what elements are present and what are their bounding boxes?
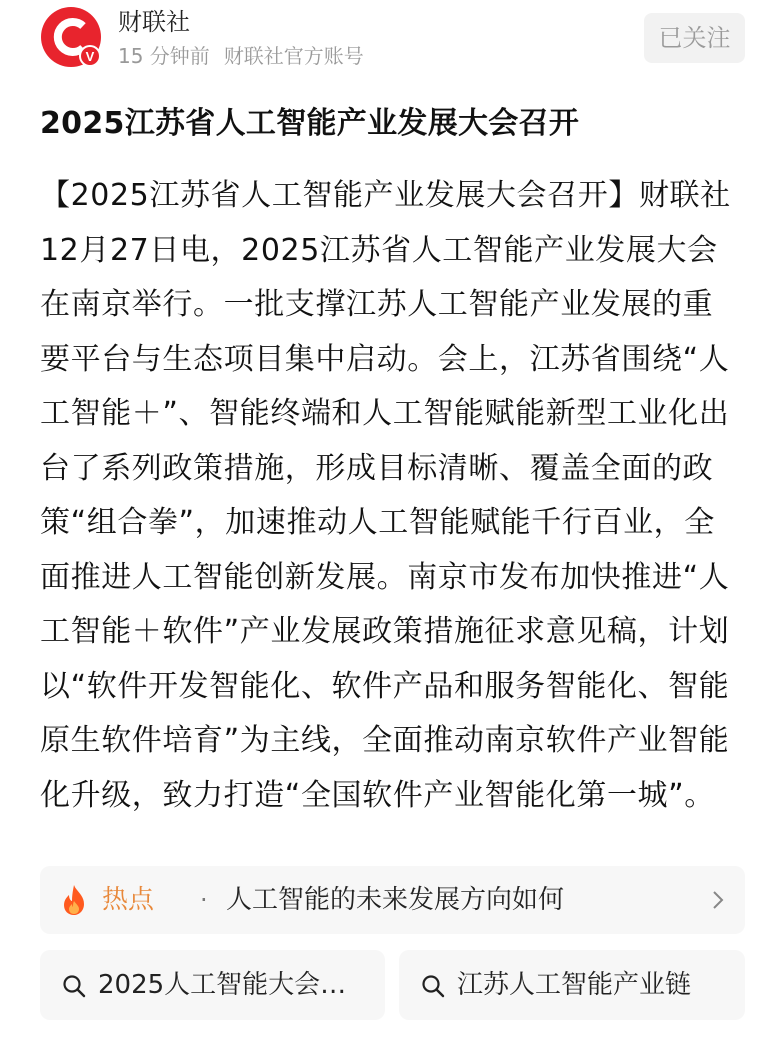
hot-topic-bar[interactable]	[40, 866, 745, 934]
chevron-right-icon	[708, 890, 728, 910]
hot-label: 热点	[102, 885, 155, 915]
search-icon	[62, 974, 86, 998]
search-icon	[421, 974, 445, 998]
follow-button[interactable]: 已关注	[644, 13, 745, 63]
search-suggestion-1[interactable]	[40, 950, 385, 1020]
post-time: 15 分钟前	[118, 44, 210, 68]
search-suggestion-text: 2025人工智能大会…	[98, 970, 347, 1000]
author-name[interactable]: 财联社	[118, 8, 190, 36]
article-body: 【2025江苏省人工智能产业发展大会召开】财联社12月27日电，2025江苏省人工智能产业发展大会在南京举行。一批支撑江苏人工智能产业发展的重要平台与生态项目集中启动。会上，江苏省围绕“人工智能＋”、智能终端和人工智能赋能新型工业化出台了系列政策措施，形成目标清晰、覆盖全面的政策“组合拳”，加速推动人工智能赋能千行百业，全面推进人工智能创新发展。南京市发布加快推进“人工智能＋软件”产业发展政策措施征求意见稿，计划以“软件开发智能化、软件产品和服务智能化、智能原生软件培育”为主线，全面推动南京软件产业智能化升级，致力打造“全国软件产业智能化第一城”。	[40, 178, 731, 813]
separator-dot: ·	[200, 886, 208, 914]
account-description: 财联社官方账号	[223, 44, 364, 68]
hot-topic-text: 人工智能的未来发展方向如何	[226, 885, 565, 915]
article-title: 2025江苏省人工智能产业发展大会召开	[40, 106, 580, 141]
svg-text:V: V	[85, 49, 95, 64]
meta-line	[118, 42, 364, 70]
cailian-logo-icon[interactable]	[40, 6, 102, 68]
article-header	[0, 0, 768, 86]
search-suggestion-2[interactable]	[399, 950, 745, 1020]
flame-icon	[60, 884, 88, 916]
search-suggestion-text: 江苏人工智能产业链	[457, 970, 692, 1000]
